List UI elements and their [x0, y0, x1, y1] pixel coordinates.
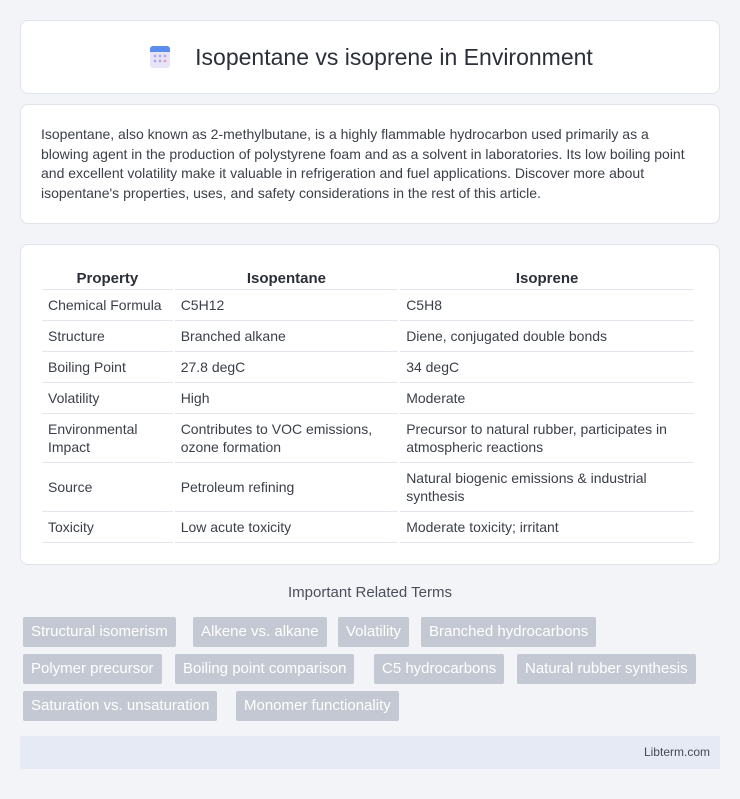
table-cell-isopentane: Low acute toxicity [175, 512, 399, 543]
column-header-property: Property [42, 263, 173, 290]
table-row [42, 383, 694, 414]
table-cell-property: Environmental Impact [42, 414, 173, 463]
table-cell-isopentane: 27.8 degC [175, 352, 399, 383]
intro-paragraph: Isopentane, also known as 2-methylbutane, is a highly flammable hydrocarbon used primarily as a blowing agent in the production of polystyrene foam and as a solvent in laboratories. Its low boiling point and excellent volatility make it valuable in refrigeration and fuel applications. Discover more about isopentane's properties, uses, and safety considerations in the rest of this article. [41, 126, 685, 201]
term-tag[interactable]: Structural isomerism [23, 617, 176, 647]
comparison-table [40, 263, 696, 543]
term-tag[interactable]: Volatility [338, 617, 409, 647]
term-tag[interactable]: Branched hydrocarbons [421, 617, 596, 647]
document-icon [147, 44, 173, 70]
footer-bar [20, 736, 720, 769]
table-cell-property: Boiling Point [42, 352, 173, 383]
comparison-table-card [20, 244, 720, 565]
table-cell-isopentane: Petroleum refining [175, 463, 399, 512]
related-terms-heading: Important Related Terms [288, 584, 452, 601]
term-tag[interactable]: C5 hydrocarbons [374, 654, 504, 684]
table-cell-isopentane: Contributes to VOC emissions, ozone formation [175, 414, 399, 463]
term-tag[interactable]: Natural rubber synthesis [517, 654, 696, 684]
table-cell-isoprene: Precursor to natural rubber, participates in atmospheric reactions [400, 414, 694, 463]
term-tag[interactable]: Saturation vs. unsaturation [23, 691, 217, 721]
table-cell-property: Chemical Formula [42, 290, 173, 321]
table-cell-isoprene: Natural biogenic emissions & industrial synthesis [400, 463, 694, 512]
table-cell-isopentane: Branched alkane [175, 321, 399, 352]
table-row [42, 463, 694, 512]
table-row [42, 512, 694, 543]
table-cell-isoprene: Moderate [400, 383, 694, 414]
title-wrap [147, 44, 593, 71]
table-row [42, 321, 694, 352]
table-cell-isopentane: High [175, 383, 399, 414]
column-header-isoprene: Isoprene [400, 263, 694, 290]
table-cell-isoprene: C5H8 [400, 290, 694, 321]
term-tag[interactable]: Polymer precursor [23, 654, 162, 684]
table-cell-isoprene: 34 degC [400, 352, 694, 383]
column-header-isopentane: Isopentane [175, 263, 399, 290]
intro-card [20, 104, 720, 224]
table-cell-property: Toxicity [42, 512, 173, 543]
term-tag[interactable]: Boiling point comparison [175, 654, 354, 684]
table-row [42, 290, 694, 321]
table-cell-isoprene: Diene, conjugated double bonds [400, 321, 694, 352]
table-cell-property: Structure [42, 321, 173, 352]
term-tag[interactable]: Monomer functionality [236, 691, 399, 721]
table-cell-isopentane: C5H12 [175, 290, 399, 321]
table-row [42, 352, 694, 383]
page-title: Isopentane vs isoprene in Environment [195, 43, 593, 70]
table-row [42, 414, 694, 463]
header-card [20, 20, 720, 94]
table-header-row [42, 263, 694, 290]
term-tag[interactable]: Alkene vs. alkane [193, 617, 327, 647]
table-cell-property: Volatility [42, 383, 173, 414]
footer-site-link[interactable]: Libterm.com [643, 745, 710, 759]
table-cell-isoprene: Moderate toxicity; irritant [400, 512, 694, 543]
table-cell-property: Source [42, 463, 173, 512]
